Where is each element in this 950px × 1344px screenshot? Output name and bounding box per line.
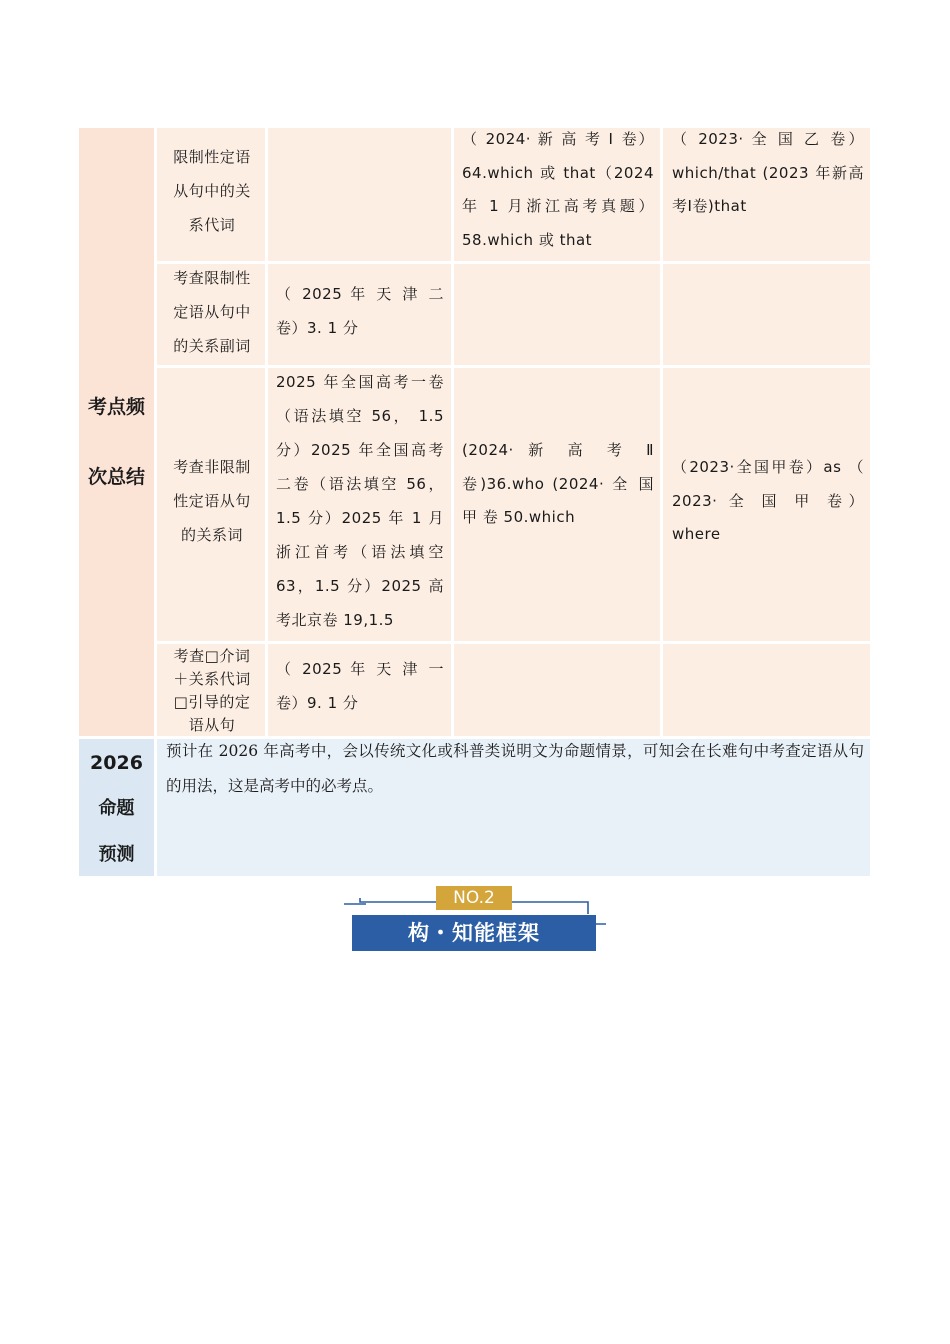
- row2-2023-cell: [663, 264, 870, 365]
- section-badge: [344, 884, 606, 956]
- row4-2025: （ 2025 年 天 津 一 卷）9. 1 分: [276, 660, 444, 712]
- row1-2024: （ 2024· 新 高 考 Ⅰ 卷）64.which 或 that（2024 年 1 月浙江高考真题）58.which 或 that: [462, 130, 654, 249]
- prediction-text: 预计在 2026 年高考中，会以传统文化或科普类说明文为命题情景，可知会在长难句中考查定语从句的用法，这是高考中的必考点。: [166, 742, 864, 795]
- summary-label: [79, 372, 154, 512]
- prediction-label-line2: 命题: [98, 798, 135, 819]
- row3-2024: (2024· 新 高 考 Ⅱ 卷)36.who (2024· 全 国 甲 卷 50.which: [462, 441, 654, 526]
- prediction-label: [79, 740, 154, 878]
- section-badge-number: NO.2: [453, 888, 495, 908]
- summary-label-line1: 考点频: [87, 396, 145, 418]
- row1-2025-cell: [268, 128, 451, 261]
- prediction-label-line3: 预测: [98, 844, 135, 865]
- row4-2023-cell: [663, 644, 870, 736]
- row2-topic: 考查限制性定语从句中的关系副词: [173, 269, 251, 355]
- row1-topic: 限制性定语从句中的关系代词: [173, 148, 251, 234]
- row3-topic: 考查非限制性定语从句的关系词: [173, 458, 251, 544]
- row1-2023: （ 2023· 全 国 乙 卷）which/that (2023 年新高考Ⅰ卷)that: [672, 130, 864, 215]
- row4-2024-cell: [454, 644, 660, 736]
- prediction-label-year: 2026: [90, 752, 143, 774]
- row3-2025: 2025 年全国高考一卷（语法填空 56， 1.5 分）2025 年全国高考二卷（语法填空 56，1.5 分）2025 年 1 月浙江首考（语法填空 63，1.5 分）2025 高考北京卷 19,1.5: [276, 373, 444, 629]
- row2-2025: （ 2025 年 天 津 二 卷）3. 1 分: [276, 285, 444, 337]
- row4-topic: 考查□介词＋关系代词□引导的定语从句: [173, 647, 251, 734]
- row3-2023: （2023·全国甲卷）as （ 2023· 全 国 甲 卷）where: [672, 458, 864, 543]
- row2-2024-cell: [454, 264, 660, 365]
- summary-label-line2: 次总结: [87, 466, 145, 488]
- section-badge-title: 构・知能框架: [408, 921, 540, 945]
